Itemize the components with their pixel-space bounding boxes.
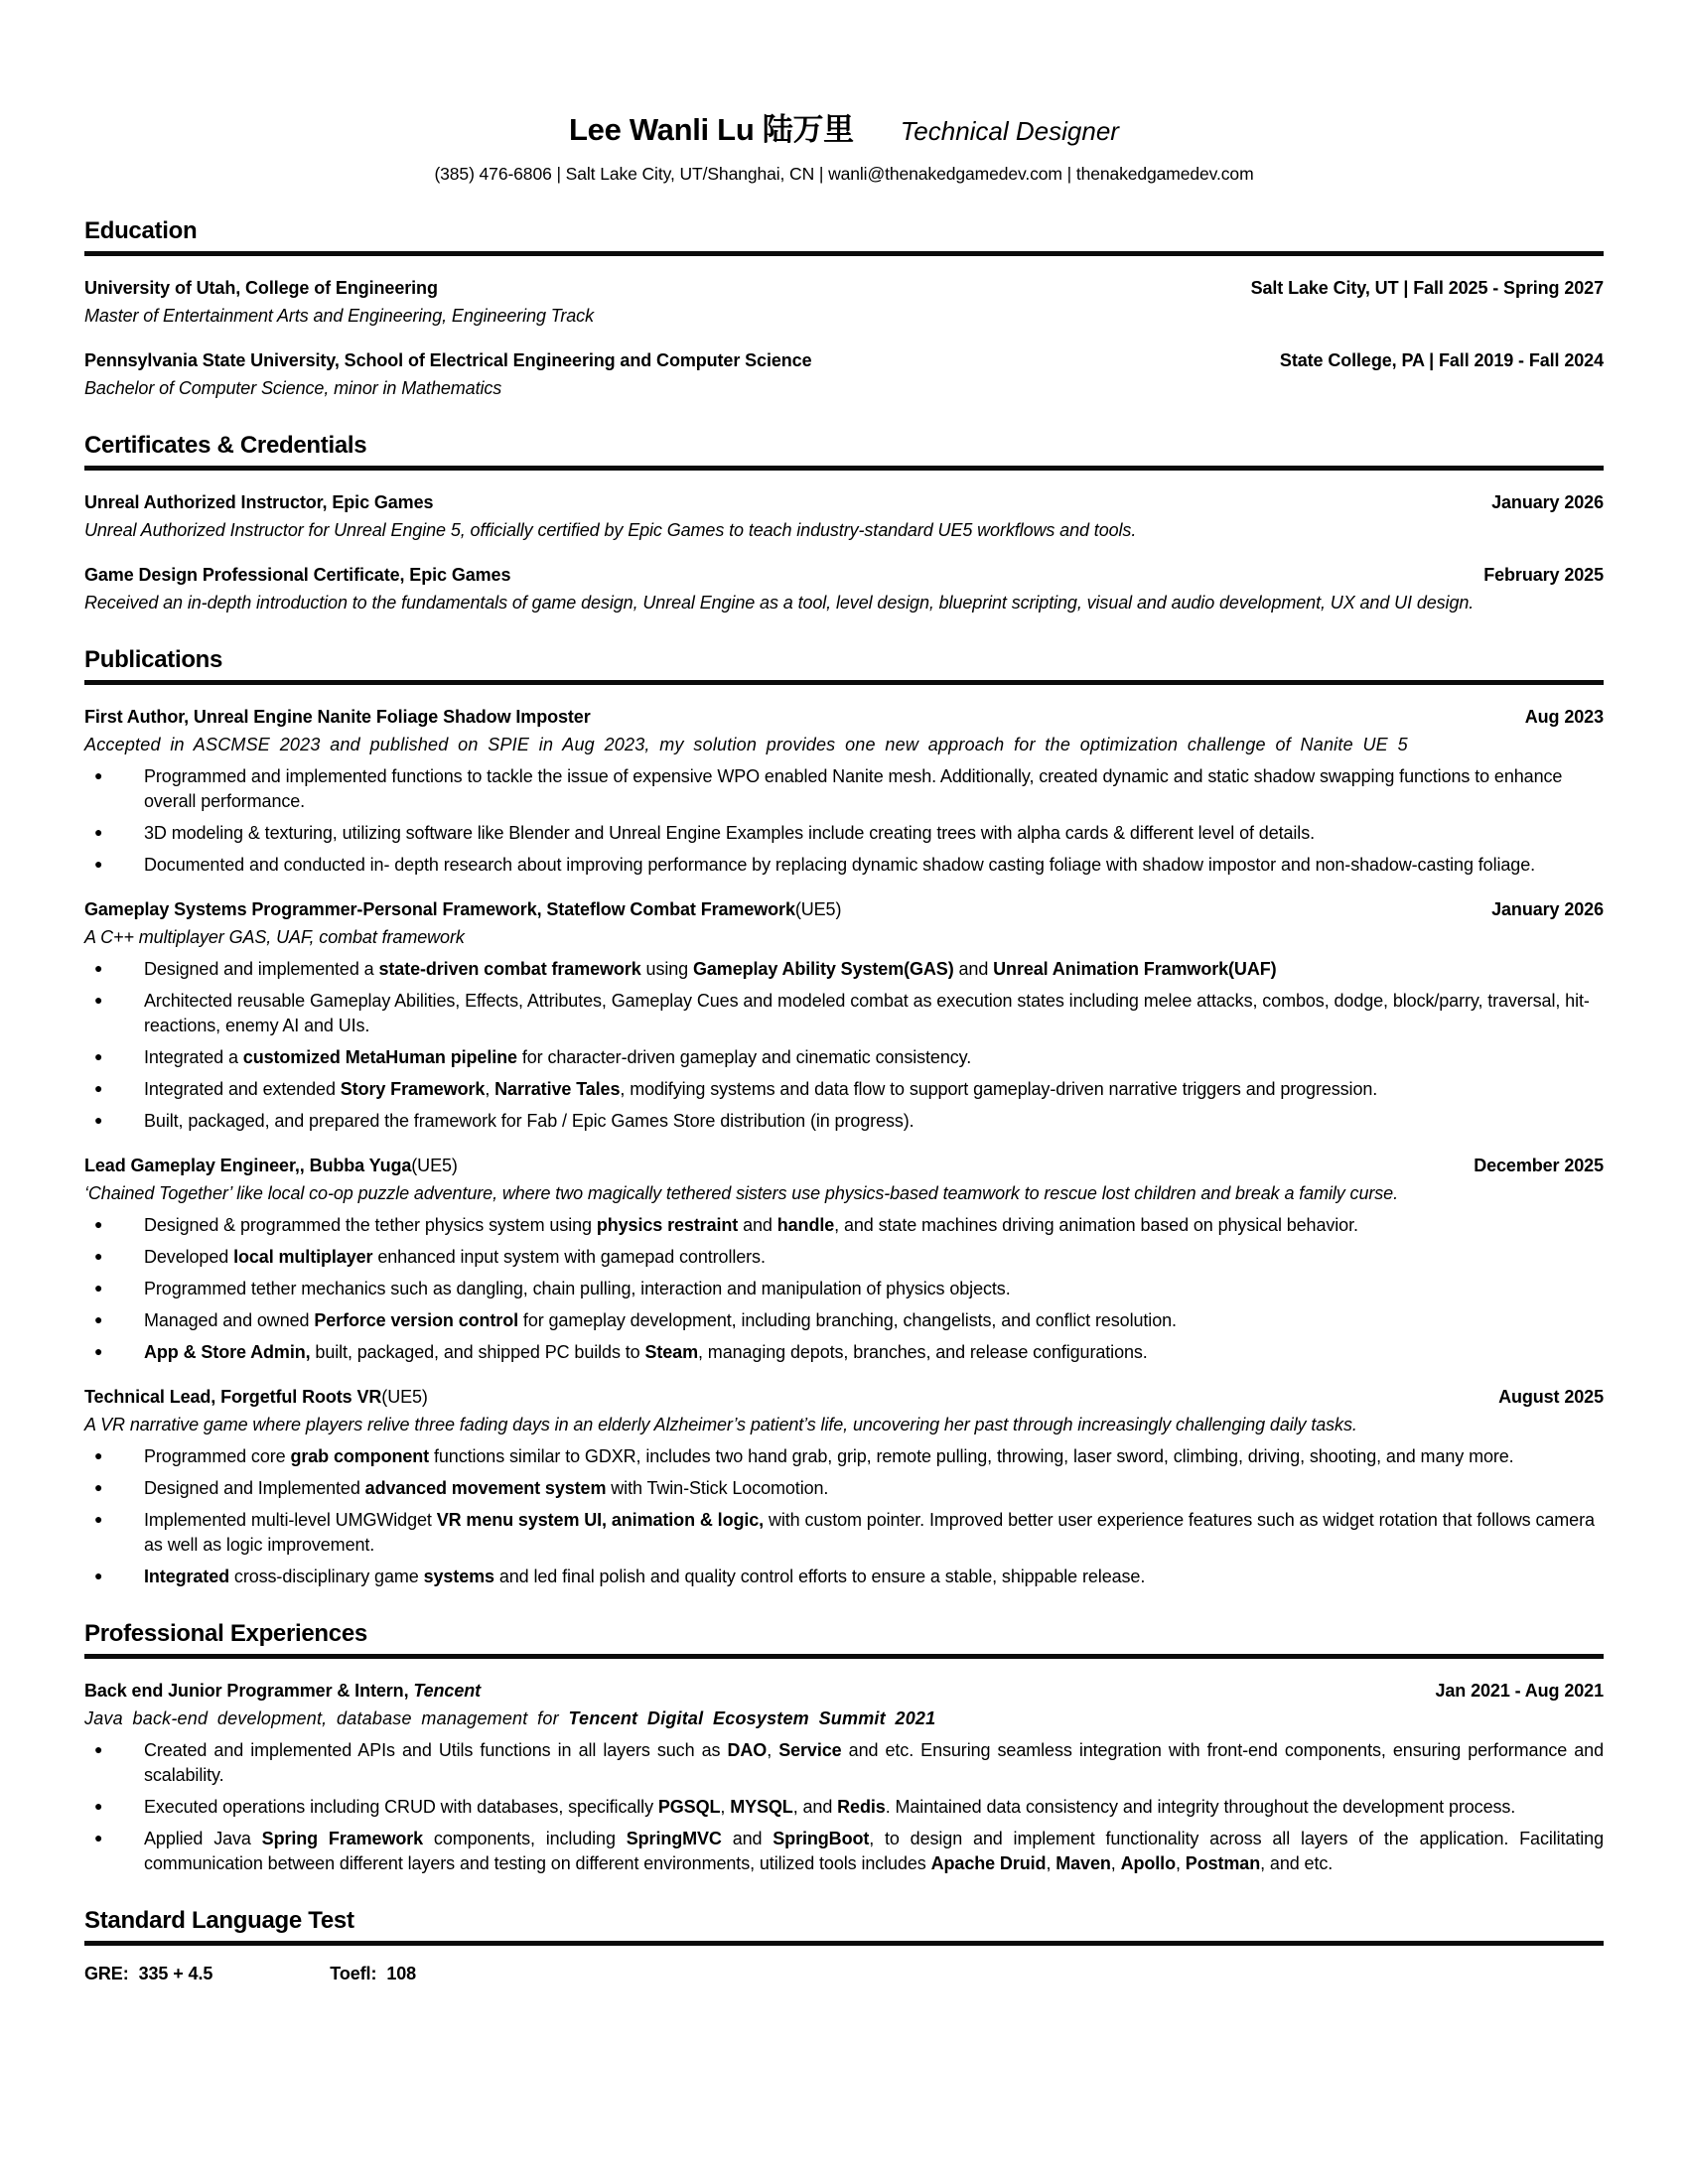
entry-date: August 2025 [1498, 1387, 1604, 1407]
text-segment: , [720, 1797, 731, 1817]
section-education [84, 216, 1604, 401]
bullet-item [144, 1565, 1604, 1589]
entry-date: Jan 2021 - Aug 2021 [1435, 1681, 1604, 1701]
text-segment: and led final polish and quality control efforts to ensure a stable, shippable release. [493, 1567, 1146, 1586]
text-segment: local multiplayer [233, 1247, 373, 1267]
entry-head [84, 348, 1604, 373]
score-item [84, 1962, 212, 1986]
section-rule [84, 1941, 1604, 1946]
text-segment: cross-disciplinary game [229, 1567, 424, 1586]
section-publications [84, 645, 1604, 1589]
entry-date: Aug 2023 [1524, 707, 1604, 727]
resume-entry [84, 490, 1604, 543]
text-segment: components, including [423, 1829, 627, 1848]
text-segment: Pennsylvania State University, School of Electrical Engineering and Computer Science [84, 350, 812, 370]
text-segment: , [1110, 1853, 1121, 1873]
resume-entry [84, 1385, 1604, 1589]
text-segment: Spring Framework [261, 1829, 424, 1848]
text-segment: , to design and implement functionality across all layers of the application. Facilitating communication between different layers and testing on different environments, utilized tools includes [144, 1829, 1604, 1873]
text-segment: advanced movement system [364, 1478, 607, 1498]
text-segment: , and etc. [1260, 1853, 1334, 1873]
section-title: Professional Experiences [84, 1620, 367, 1647]
score-label: GRE: [84, 1964, 129, 1983]
text-segment: ‘Chained Together’ like local co-op puzzle adventure, where two magically tethered sisters use physics-based teamwork to rescue lost children and break a family curse. [84, 1183, 1398, 1203]
section-standard-language-test [84, 1906, 1604, 1986]
bullet-list [84, 1213, 1604, 1365]
text-segment: Unreal Animation Framwork(UAF) [993, 959, 1277, 979]
text-segment: DAO [727, 1740, 768, 1760]
text-segment: MYSQL [730, 1797, 793, 1817]
text-segment: with custom pointer. Improved better user experience features such as widget rotation that follows camera as well as logic improvement. [144, 1510, 1595, 1555]
text-segment: First Author, Unreal Engine Nanite Foliage Shadow Imposter [84, 707, 591, 727]
entry-head [84, 1154, 1604, 1178]
bullet-item [144, 1795, 1604, 1820]
text-segment: (UE5) [794, 899, 842, 919]
contact-line: (385) 476-6806 | Salt Lake City, UT/Shanghai, CN | wanli@thenakedgamedev.com | thenakedgamedev.com [434, 164, 1254, 184]
text-segment: University of Utah, College of Engineering [84, 278, 438, 298]
text-segment: A VR narrative game where players relive three fading days in an elderly Alzheimer’s patient’s life, uncovering her past through increasingly challenging daily tasks. [84, 1415, 1357, 1434]
resume-entry [84, 1679, 1604, 1876]
entry-date: January 2026 [1491, 899, 1604, 919]
score-value: 335 + 4.5 [138, 1964, 213, 1983]
entry-head [84, 1385, 1604, 1410]
text-segment: Integrated [144, 1567, 230, 1586]
resume-entry [84, 897, 1604, 1134]
person-job-title: Technical Designer [900, 116, 1119, 146]
text-segment: Applied Java [144, 1829, 262, 1848]
bullet-item [144, 989, 1604, 1038]
entry-subtitle [84, 518, 1604, 543]
text-segment: , and [792, 1797, 838, 1817]
entry-title [84, 1679, 481, 1704]
text-segment: Gameplay Systems Programmer-Personal Framework, Stateflow Combat Framework [84, 899, 795, 919]
section-title: Certificates & Credentials [84, 432, 367, 459]
bullet-list [84, 957, 1604, 1134]
section-title: Publications [84, 646, 223, 673]
resume-entry [84, 1154, 1604, 1365]
text-segment: Integrated a [144, 1047, 243, 1067]
entry-title [84, 1385, 428, 1410]
text-segment: and etc. Ensuring seamless integration with front-end components, ensuring performance and scalability. [144, 1740, 1604, 1785]
text-segment: Created and implemented APIs and Utils functions in all layers such as [144, 1740, 728, 1760]
bullet-item [144, 1277, 1604, 1301]
entry-subtitle [84, 304, 1604, 329]
text-segment: Apollo [1120, 1853, 1176, 1873]
entry-title [84, 490, 433, 515]
text-segment: Narrative Tales [494, 1079, 621, 1099]
text-segment: Designed and implemented a [144, 959, 379, 979]
text-segment: and [721, 1829, 774, 1848]
text-segment: Architected reusable Gameplay Abilities, Effects, Attributes, Gameplay Cues and modeled combat as execution states including melee attacks, combos, dodge, block/parry, traversal, hit-reactions, enemy AI and UIs. [144, 991, 1590, 1035]
text-segment: Implemented multi-level UMGWidget [144, 1510, 437, 1530]
entry-head [84, 276, 1604, 301]
text-segment: enhanced input system with gamepad controllers. [372, 1247, 766, 1267]
text-segment: Built, packaged, and prepared the framework for Fab / Epic Games Store distribution (in progress). [144, 1111, 914, 1131]
resume-entry [84, 563, 1604, 615]
text-segment: Programmed and implemented functions to tackle the issue of expensive WPO enabled Nanite mesh. Additionally, created dynamic and static shadow swapping functions to enhance overall performance. [144, 766, 1563, 811]
bullet-item [144, 821, 1604, 846]
bullet-item [144, 1308, 1604, 1333]
resume-sections [84, 216, 1604, 1986]
entry-date: January 2026 [1491, 492, 1604, 512]
text-segment: Apache Druid [930, 1853, 1047, 1873]
text-segment: systems [423, 1567, 494, 1586]
text-segment: SpringMVC [626, 1829, 722, 1848]
bullet-list [84, 1738, 1604, 1876]
text-segment: Designed & programmed the tether physics system using [144, 1215, 597, 1235]
entry-subtitle [84, 925, 1604, 950]
entry-date: February 2025 [1483, 565, 1604, 585]
text-segment: Bachelor of Computer Science, minor in Mathematics [84, 378, 502, 398]
text-segment: Story Framework [340, 1079, 486, 1099]
text-segment: Unreal Authorized Instructor for Unreal Engine 5, officially certified by Epic Games to teach industry-standard UE5 workflows and tools. [84, 520, 1137, 540]
bullet-item [144, 1213, 1604, 1238]
text-segment: Managed and owned [144, 1310, 315, 1330]
text-segment: Technical Lead, Forgetful Roots VR [84, 1387, 382, 1407]
text-segment: Service [778, 1740, 842, 1760]
entry-subtitle [84, 1181, 1604, 1206]
text-segment: customized MetaHuman pipeline [242, 1047, 517, 1067]
text-segment: App & Store Admin, [144, 1342, 311, 1362]
bullet-item [144, 1444, 1604, 1469]
bullet-item [144, 1340, 1604, 1365]
text-segment: state-driven combat framework [378, 959, 641, 979]
bullet-item [144, 1508, 1604, 1558]
bullet-item [144, 1476, 1604, 1501]
text-segment: with Twin-Stick Locomotion. [606, 1478, 829, 1498]
text-segment: Steam [644, 1342, 698, 1362]
entry-subtitle [84, 733, 1604, 757]
text-segment: Perforce version control [314, 1310, 519, 1330]
text-segment: 3D modeling & texturing, utilizing software like Blender and Unreal Engine Examples include creating trees with alpha cards & different level of details. [144, 823, 1316, 843]
resume-entry [84, 276, 1604, 329]
bullet-item [144, 1245, 1604, 1270]
bullet-item [144, 1738, 1604, 1788]
text-segment: Master of Entertainment Arts and Engineering, Engineering Track [84, 306, 594, 326]
resume-entry [84, 348, 1604, 401]
text-segment: SpringBoot [773, 1829, 870, 1848]
entry-title [84, 276, 438, 301]
entry-title [84, 705, 591, 730]
entry-head [84, 1679, 1604, 1704]
section-professional-experiences [84, 1619, 1604, 1876]
text-segment: Redis [837, 1797, 886, 1817]
section-title: Standard Language Test [84, 1907, 354, 1934]
text-segment: Programmed tether mechanics such as dangling, chain pulling, interaction and manipulation of physics objects. [144, 1279, 1011, 1298]
text-segment: , [485, 1079, 495, 1099]
text-segment: Maven [1055, 1853, 1111, 1873]
text-segment: functions similar to GDXR, includes two hand grab, grip, remote pulling, throwing, laser sword, climbing, driving, shooting, and many more. [429, 1446, 1514, 1466]
bullet-item [144, 1109, 1604, 1134]
bullet-item [144, 1827, 1604, 1876]
language-scores [84, 1962, 1604, 1986]
person-name: Lee Wanli Lu 陆万里 [569, 112, 854, 147]
text-segment: PGSQL [657, 1797, 721, 1817]
text-segment: and [953, 959, 994, 979]
text-segment: (UE5) [381, 1387, 428, 1407]
text-segment: Postman [1185, 1853, 1261, 1873]
section-rule [84, 1654, 1604, 1659]
entry-head [84, 490, 1604, 515]
text-segment: Executed operations including CRUD with databases, specifically [144, 1797, 658, 1817]
entry-date: December 2025 [1474, 1156, 1604, 1175]
text-segment: Integrated and extended [144, 1079, 341, 1099]
text-segment: Tencent [413, 1681, 482, 1701]
entry-date: Salt Lake City, UT | Fall 2025 - Spring 2027 [1250, 278, 1604, 298]
bullet-item [144, 853, 1604, 878]
entry-title [84, 563, 510, 588]
text-segment: Java back-end development, database management for [84, 1708, 569, 1728]
text-segment: Designed and Implemented [144, 1478, 365, 1498]
text-segment: Tencent Digital Ecosystem Summit 2021 [568, 1708, 936, 1728]
text-segment: , [1046, 1853, 1056, 1873]
entry-subtitle [84, 591, 1604, 615]
text-segment: Game Design Professional Certificate, Epic Games [84, 565, 511, 585]
entry-title [84, 1154, 458, 1178]
text-segment: built, packaged, and shipped PC builds to [310, 1342, 645, 1362]
text-segment: for character-driven gameplay and cinematic consistency. [516, 1047, 972, 1067]
text-segment: Unreal Authorized Instructor, Epic Games [84, 492, 434, 512]
text-segment: VR menu system UI, animation & logic, [436, 1510, 765, 1530]
entry-title [84, 897, 841, 922]
entry-head [84, 563, 1604, 588]
text-segment: Gameplay Ability System(GAS) [692, 959, 954, 979]
section-rule [84, 680, 1604, 685]
text-segment: grab component [290, 1446, 430, 1466]
section-rule [84, 466, 1604, 471]
text-segment: , managing depots, branches, and release configurations. [698, 1342, 1148, 1362]
text-segment: Back end Junior Programmer & Intern, [84, 1681, 414, 1701]
text-segment: , and state machines driving animation based on physical behavior. [834, 1215, 1358, 1235]
resume-entry [84, 705, 1604, 878]
resume-header [84, 112, 1604, 187]
text-segment: handle [776, 1215, 835, 1235]
entry-subtitle [84, 1706, 1604, 1731]
text-segment: and [738, 1215, 777, 1235]
score-label: Toefl: [330, 1964, 377, 1983]
text-segment: , [767, 1740, 779, 1760]
bullet-item [144, 1077, 1604, 1102]
text-segment: Programmed core [144, 1446, 291, 1466]
text-segment: Documented and conducted in- depth research about improving performance by replacing dynamic shadow casting foliage with shadow impostor and non-shadow-casting foliage. [144, 855, 1536, 875]
entry-subtitle [84, 1413, 1604, 1437]
entry-date: State College, PA | Fall 2019 - Fall 2024 [1279, 350, 1604, 370]
bullet-item [144, 764, 1604, 814]
text-segment: , [1175, 1853, 1186, 1873]
bullet-item [144, 957, 1604, 982]
text-segment: Lead Gameplay Engineer,, Bubba Yuga [84, 1156, 412, 1175]
text-segment: (UE5) [411, 1156, 458, 1175]
entry-title [84, 348, 811, 373]
bullet-list [84, 1444, 1604, 1589]
section-certificates-credentials [84, 431, 1604, 615]
text-segment: Received an in-depth introduction to the fundamentals of game design, Unreal Engine as a tool, level design, blueprint scripting, visual and audio development, UX and UI design. [84, 593, 1475, 613]
entry-head [84, 705, 1604, 730]
name-line [84, 112, 1604, 147]
text-segment: for gameplay development, including branching, changelists, and conflict resolution. [518, 1310, 1177, 1330]
text-segment: A C++ multiplayer GAS, UAF, combat framework [84, 927, 465, 947]
text-segment: physics restraint [596, 1215, 739, 1235]
text-segment: using [640, 959, 693, 979]
entry-subtitle [84, 376, 1604, 401]
bullet-item [144, 1045, 1604, 1070]
bullet-list [84, 764, 1604, 878]
score-value: 108 [386, 1964, 417, 1983]
text-segment: Developed [144, 1247, 234, 1267]
text-segment: , modifying systems and data flow to support gameplay-driven narrative triggers and progression. [620, 1079, 1378, 1099]
entry-head [84, 897, 1604, 922]
score-item [330, 1962, 416, 1986]
text-segment: . Maintained data consistency and integrity throughout the development process. [885, 1797, 1516, 1817]
section-rule [84, 251, 1604, 256]
text-segment: Accepted in ASCMSE 2023 and published on SPIE in Aug 2023, my solution provides one new approach for the optimization challenge of Nanite UE 5 [84, 735, 1408, 754]
section-title: Education [84, 217, 198, 244]
